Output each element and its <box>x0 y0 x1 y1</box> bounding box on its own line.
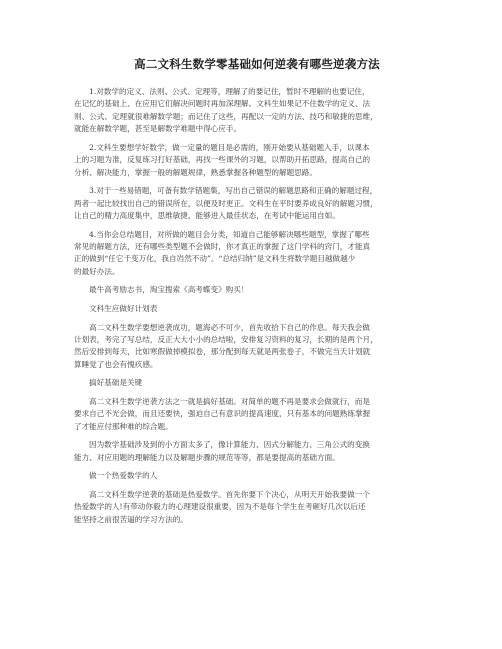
text-line: 文科生应做好计划表 <box>89 304 158 314</box>
paragraph <box>74 489 440 526</box>
section-heading <box>74 470 440 482</box>
paragraph <box>74 86 440 136</box>
paragraph <box>74 322 440 372</box>
text-line: 高二文科生数学逆袭方法之一就是搞好基础。对简单的题不再是要求会做就行，而是 <box>89 397 370 407</box>
text-line: 就能在解数学题，甚至是解数学难题中得心应手。 <box>74 124 242 134</box>
paragraph <box>74 185 440 222</box>
text-line: 高二文科生数学逆袭的基础是热爱数学。首先你要下个决心，从明天开始我要做一个 <box>89 490 370 500</box>
text-line: 4.当你会总结题目，对所做的题目会分类，知道自己能够解决哪些题型，掌握了哪些 <box>89 229 370 239</box>
text-line: 做一个热爱数学的人 <box>89 471 158 481</box>
text-line: 热爱数学的人!有带动你毅力的心理建设很重要，因为不是每个学生在考砸好几次以后还 <box>74 502 366 512</box>
text-line: 最牛高考励志书，淘宝搜索《高考蝶变》购买！ <box>89 285 249 295</box>
text-line: 能坚持之前很苦逼的学习方法的。 <box>74 514 188 524</box>
paragraph <box>74 439 440 464</box>
text-line: 分析、解决能力，掌握一般的解题规律，熟悉掌握各种题型的解题思路。 <box>74 167 317 177</box>
paragraph <box>74 396 440 433</box>
paragraph <box>74 284 440 296</box>
section-heading <box>74 303 440 315</box>
section-heading <box>74 377 440 389</box>
text-line: 3.对于一些易错题，可备有数学错题集，写出自己错误的解题思路和正确的解题过程， <box>89 186 378 196</box>
paragraph <box>74 229 440 279</box>
text-line: 1.对数学的定义、法则、公式、定理等，理解了的要记住，暂时不理解的也要记住， <box>89 87 370 96</box>
text-line: 两者一起比较找出自己的错误所在，以便及时更正。文科生在平时要养成良好的解题习惯， <box>74 198 378 208</box>
document-title: 高二文科生数学零基础如何逆袭有哪些逆袭方法 <box>134 57 380 71</box>
text-line: 搞好基础是关键 <box>89 378 143 388</box>
text-line: 要求自己不光会做，而且还要快，强迫自己有意识的提高速度，只有基本的问题熟练掌握 <box>74 409 371 419</box>
text-line: 计划表，考完了写总结，反正大大小小的总结啦，安排复习资料的复习，长期的是两个月， <box>74 335 378 345</box>
text-line: 让自己的精力高度集中，思维敏捷，能够进入最佳状态，在考试中能运用自如。 <box>74 211 340 221</box>
document-body <box>74 86 440 526</box>
text-line: 2.文科生要想学好数学，做一定量的题目是必需的，刚开始要从基础题入手，以课本 <box>89 142 370 152</box>
paragraph <box>74 142 440 179</box>
text-line: 了才能应付那种难的综合题。 <box>74 421 173 431</box>
text-line: 在记忆的基础上、在应用它们解决问题时再加深理解。文科生如果记不住数学的定义、法 <box>74 99 371 109</box>
text-line: 则、公式、定理就很难解数学题；而记住了这些，再配以一定的方法、技巧和敏捷的思维， <box>74 111 378 121</box>
text-line: 的最好办法。 <box>74 266 120 276</box>
text-line: 上的习题为准，反复练习打好基础，再找一些课外的习题，以帮助开拓思路，提高自己的 <box>74 155 371 165</box>
text-line: 算睡觉了也会有愧疚感。 <box>74 359 158 369</box>
text-line: 能力、对应用题的理解能力以及解题步骤的规范等等，都是要提高的基础方面。 <box>74 452 340 462</box>
text-line: 常见的解题方法，还有哪些类型题不会做时，你才真正的掌握了这门学科的窍门，才能真 <box>74 242 371 252</box>
text-line: 因为数学基础涉及到的小方面太多了，像计算能力、因式分解能力、三角公式的变换 <box>89 440 370 450</box>
text-line: 然后安排到每天，比如寒假做掉模拟卷，那分配到每天就是两张卷子，不做完当天计划就 <box>74 347 371 357</box>
text-line: 正的做到“任它千变万化，我自岿然不动”。“总结归纳”是文科生将数学题目越做越少 <box>74 254 356 264</box>
text-line: 高二文科生数学要想逆袭成功，题海必不可少，首先收拾下自己的作息。每天我会做 <box>89 322 370 332</box>
